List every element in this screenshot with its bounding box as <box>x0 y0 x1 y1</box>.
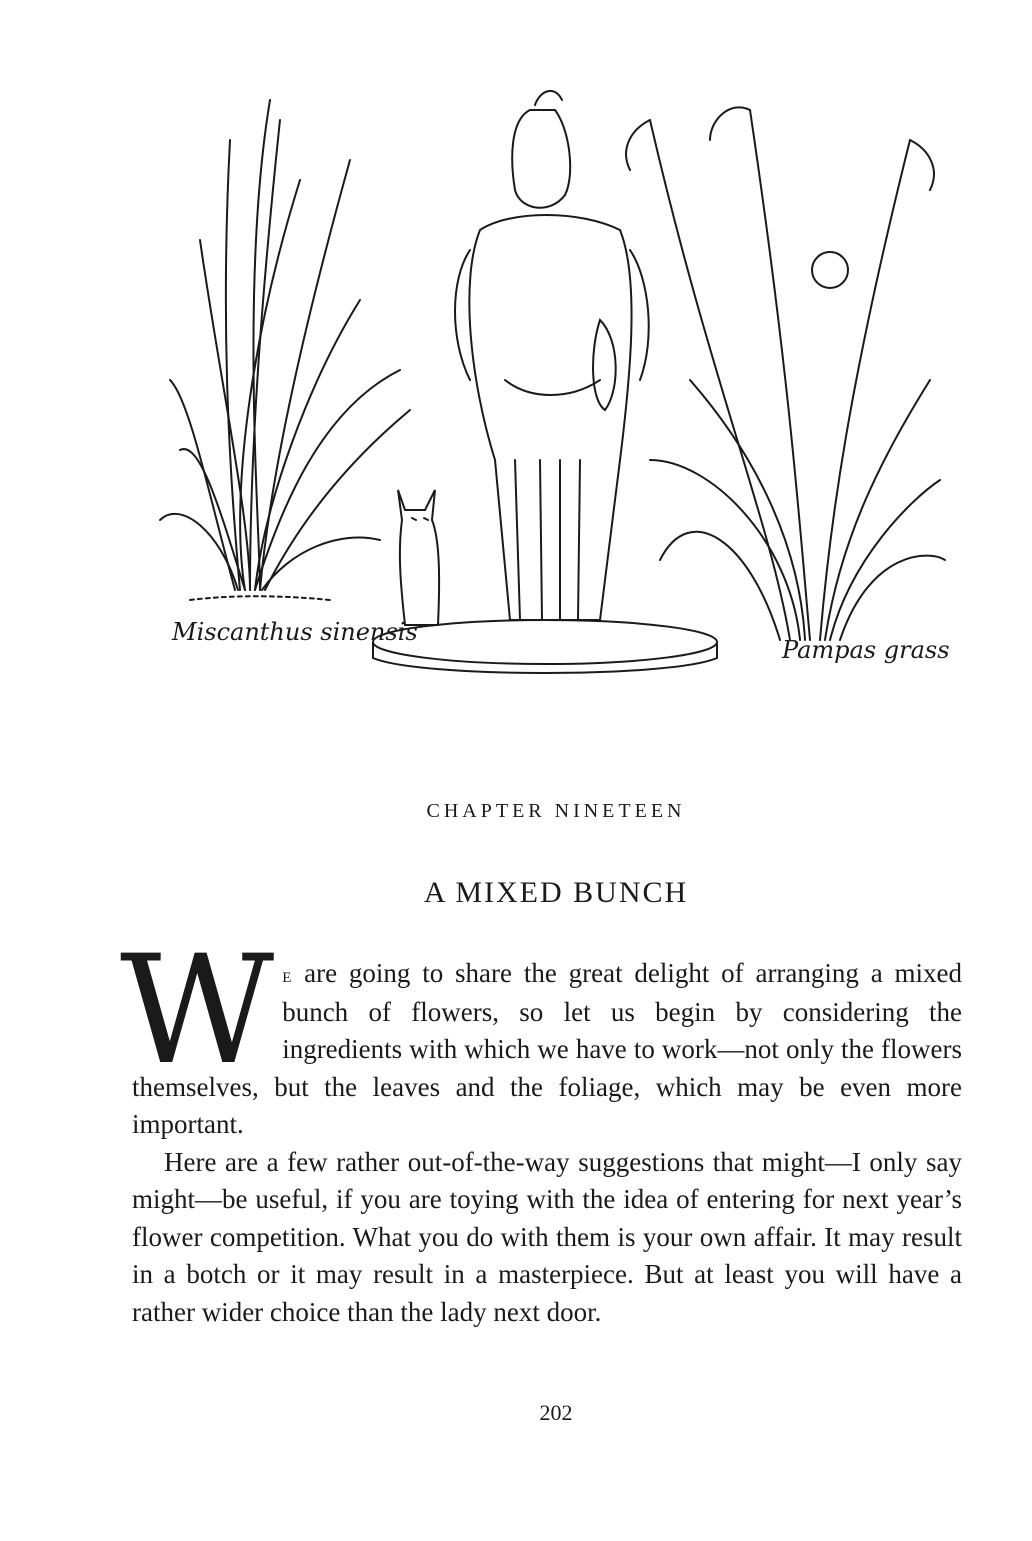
page-number: 202 <box>539 1400 573 1425</box>
chapter-label: CHAPTER NINETEEN <box>426 800 686 822</box>
woman-figure-drawing <box>455 91 649 620</box>
paragraph-1 <box>120 924 962 1144</box>
pampas-grass-drawing <box>626 107 945 640</box>
paragraph-2: Here are a few rather out-of-the-way suggestions that might—I only say might—be useful, if you are toying with the idea of entering for next year’s flower competition. What you do with them is your own affair. It may result in a botch or it may result in a masterpiece. But at least you will have a rather wider choice than the lady next door. <box>132 1146 962 1327</box>
cat-drawing <box>398 490 439 625</box>
caption-miscanthus: Miscanthus sinensis <box>172 618 418 646</box>
paragraph-1-smallcaps: e <box>282 962 293 987</box>
drop-cap: W <box>120 924 275 1098</box>
body-text <box>120 924 962 1331</box>
chapter-title: A MIXED BUNCH <box>423 876 689 909</box>
caption-pampas-grass: Pampas grass <box>782 636 950 664</box>
plinth-drawing <box>373 620 717 673</box>
paragraph-1-text: are going to share the great delight of arranging a mixed bunch of flowers, so let us begin by considering the ingredients with which we have to work—not only the flowers themselves, but the leaves and the foliage, which may be even more important. <box>132 958 962 1139</box>
miscanthus-grass-drawing <box>160 100 410 600</box>
